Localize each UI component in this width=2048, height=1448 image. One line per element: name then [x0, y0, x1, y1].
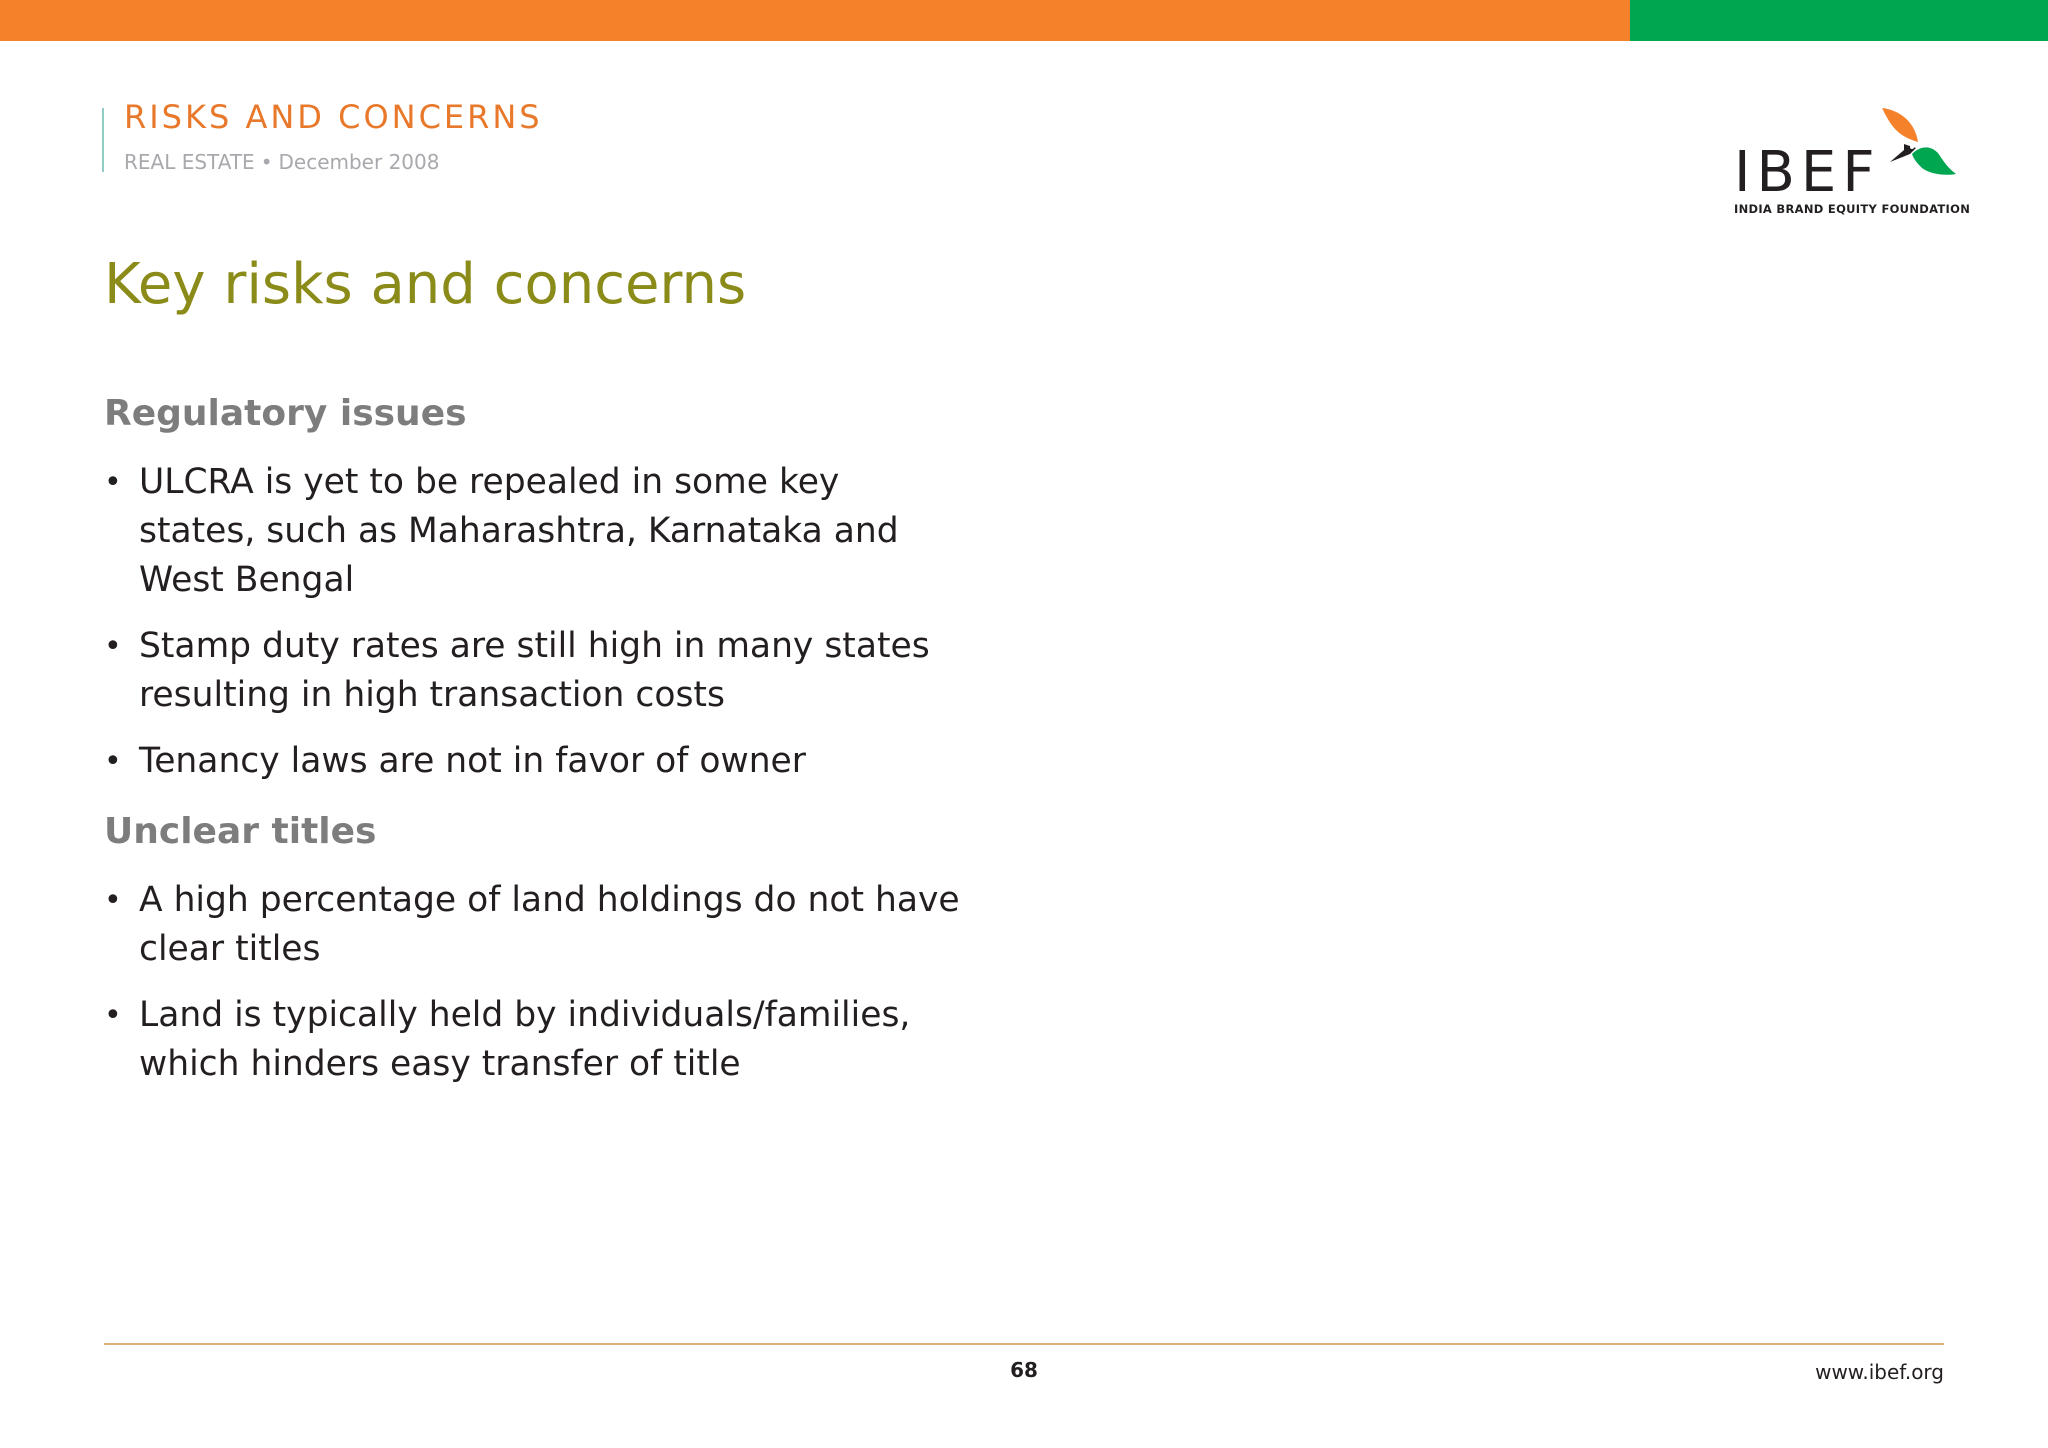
bullet-icon: •	[104, 998, 122, 1033]
website-link[interactable]: www.ibef.org	[1815, 1360, 1944, 1384]
bullet-item	[104, 991, 964, 1089]
ibef-logo	[1730, 100, 1971, 220]
footer-rule	[104, 1343, 1944, 1345]
bullet-item	[104, 622, 964, 720]
page-number: 68	[1010, 1358, 1038, 1382]
section-title: RISKS AND CONCERNS	[124, 98, 543, 136]
bullet-icon: •	[104, 629, 122, 664]
bullet-text: A high percentage of land holdings do not have clear titles	[139, 880, 960, 969]
logo-tagline: INDIA BRAND EQUITY FOUNDATION	[1734, 202, 1971, 216]
bird-icon	[1860, 100, 1960, 190]
subtitle-industry: REAL ESTATE	[124, 150, 255, 174]
top-band-green	[1630, 0, 2048, 41]
bullet-item	[104, 737, 964, 786]
bullet-text: ULCRA is yet to be repealed in some key states, such as Maharashtra, Karnataka and West Bengal	[139, 462, 899, 600]
top-band-orange	[0, 0, 1630, 41]
page-title: Key risks and concerns	[104, 252, 747, 317]
subtitle-separator: •	[260, 150, 273, 174]
bullet-list-regulatory	[104, 458, 964, 786]
content-body	[104, 392, 964, 1113]
bullet-icon: •	[104, 883, 122, 918]
bullet-icon: •	[104, 744, 122, 779]
header-subtitle	[124, 150, 439, 174]
section-heading-titles: Unclear titles	[104, 811, 377, 852]
section-heading-regulatory: Regulatory issues	[104, 393, 467, 434]
bullet-text: Tenancy laws are not in favor of owner	[139, 741, 806, 781]
bullet-text: Land is typically held by individuals/families, which hinders easy transfer of title	[139, 995, 911, 1084]
bullet-item	[104, 876, 964, 974]
subtitle-date: December 2008	[278, 150, 440, 174]
bullet-list-titles	[104, 876, 964, 1089]
header-rule	[102, 108, 104, 172]
bullet-text: Stamp duty rates are still high in many states resulting in high transaction costs	[139, 626, 930, 715]
bullet-icon: •	[104, 465, 122, 500]
logo-wordmark: IBEF	[1734, 140, 1881, 205]
bullet-item	[104, 458, 964, 605]
